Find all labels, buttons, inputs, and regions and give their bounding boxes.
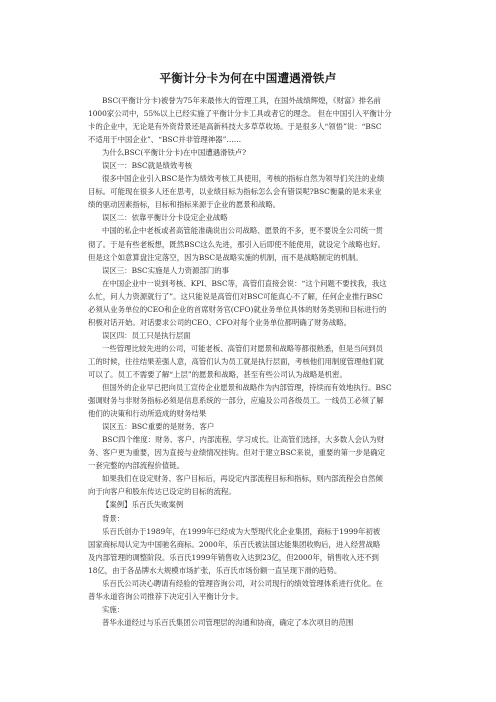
text-line: 为什么BSC(平衡计分卡)在中国遭遇滑铁卢?: [102, 148, 247, 158]
text-line: 但国外的企业早已把向员工宣传企业愿景和战略作为内部管理，持续而有效地执行。BSC: [102, 383, 392, 393]
text-line: 可以了。员工不需要了解“上层”的愿景和战略，甚至有些公司认为战略是机密。: [88, 369, 347, 379]
text-line: 绩的驱动因素指标，目标和指标来源于企业的愿景和战略。: [88, 200, 281, 210]
text-line: 普华永道咨询公司推荐下决定引入平衡计分卡。: [88, 591, 244, 601]
text-line: 积极对话开始。对话要求公司的CEO、CFO对每个业务单位都明确了财务战略。: [88, 317, 352, 327]
text-line: 背景：: [102, 513, 125, 523]
text-line: BSC四个维度：财务、客户、内部流程、学习成长。让高管们选择，大多数人会认为财: [102, 435, 385, 445]
document-body: [88, 94, 408, 629]
text-line: 一套完整的内部流程价值链。: [88, 461, 185, 471]
text-line: 误区五：BSC重要的是财务、客户: [102, 422, 215, 432]
text-line: 18亿，由于各品牌水大规模市场扩张，乐百氏市场份额一直呈现下滑的趋势。: [88, 565, 342, 575]
text-line: 卡的企业中，无论是有外资背景还是高新科技大多草草收场。于是很多人“领悟”说：“BSC: [88, 122, 382, 132]
text-line: 国家商标局认定为中国驰名商标。2000年，乐百氏被法国达能集团收购后，进入经营战略: [88, 539, 381, 549]
document-title: 平衡计分卡为何在中国遭遇滑铁卢: [159, 71, 337, 85]
text-line: 在中国企业中一说到考核、KPI、BSC等，高管们直接会说：“这个问题不要找我，我这: [102, 278, 387, 288]
text-line: 一些管理比较先进的公司，可能老板、高管们对愿景和战略等都很熟悉，但是当问到员: [102, 343, 383, 353]
text-line: 务、客户更为重要，因为直接与业绩情况挂钩。但对于建立BSC来说，重要的第一步是确定: [88, 448, 385, 458]
text-line: 误区三：BSC实施是人力资源部门的事: [102, 265, 230, 275]
text-line: 【案例】乐百氏失败案例: [102, 500, 184, 510]
text-line: 普华永道经过与乐百氏集团公司管理层的沟通和协商，确定了本次项目的范围: [102, 617, 354, 627]
text-line: 如果我们在设定财务、客户目标后，再设定内部流程目标和指标，则内部流程会自然倾: [102, 474, 383, 484]
text-line: 不适用于中国企业”、“BSC并非管理神器”……: [88, 135, 242, 145]
text-line: 乐百氏创办于1989年，在1999年已经成为大型现代化企业集团，商标于1999年初被: [102, 526, 381, 536]
text-line: 很多中国企业引入BSC是作为绩效考核工具使用，考核的指标自然为领导们关注的业绩: [102, 174, 385, 184]
text-line: BSC(平衡计分卡)被誉为75年来最伟大的管理工具，在国外战绩辉煌，《财富》排名前: [102, 96, 381, 105]
text-line: 目标。可能现在很多人还在思考，以业绩目标为指标怎么会有错误呢?BSC衡量的是未来业: [88, 187, 382, 197]
text-line: 他们的决策和行动所造成的财务结果: [88, 409, 207, 419]
text-line: 实施：: [102, 604, 125, 614]
text-line: 1000家公司中，55%以上已经实施了平衡计分卡工具或者它的理念。 但在中国引入平衡计分: [88, 109, 392, 119]
text-line: 误区二：依靠平衡计分卡设定企业战略: [102, 213, 228, 223]
text-line: 中国的私企中老板或者高管能准确说出公司战略、愿景的不多，更不要说全公司统一贯: [102, 226, 383, 236]
text-line: 乐百氏公司决心聘请有经验的管理咨询公司，对公司现行的绩效管理体系进行优化。在: [102, 578, 383, 588]
text-line: 但是这个如意算盘注定落空，因为BSC是战略实施的机制，而不是战略制定的机制。: [88, 252, 363, 262]
text-line: 强调财务与非财务指标必须是信息系统的一部分，应遍及公司各级员工。一线员工必须了解: [88, 396, 384, 406]
text-line: 必须从业务单位的CEO和企业的首席财务官(CFO)就业务单位具体的财务类别和目标进行的: [88, 304, 387, 314]
text-line: 么忙，问人力资源就行了”。这只能说是高管们对BSC可能真心不了解，任何企业推行BSC: [88, 291, 383, 301]
text-line: 及内部管理的调整阶段。乐百氏1999年销售收入达到23亿，但2000年，销售收入还不到: [88, 552, 379, 562]
text-line: 工的时候，往往结果差强人意，高管们认为员工就是执行层面，考核他们用制度管理他们就: [88, 356, 384, 366]
text-line: 彻了。于是有些老板想，既然BSC这么先进，那引入后即使不能使用，就设定个战略也好。: [88, 239, 385, 249]
text-line: 误区四：员工只是执行层面: [102, 330, 191, 340]
text-line: 向于向客户和股东传达已设定的目标的流程。: [88, 487, 236, 497]
text-line: 误区一：BSC就是绩效考核: [102, 161, 193, 171]
